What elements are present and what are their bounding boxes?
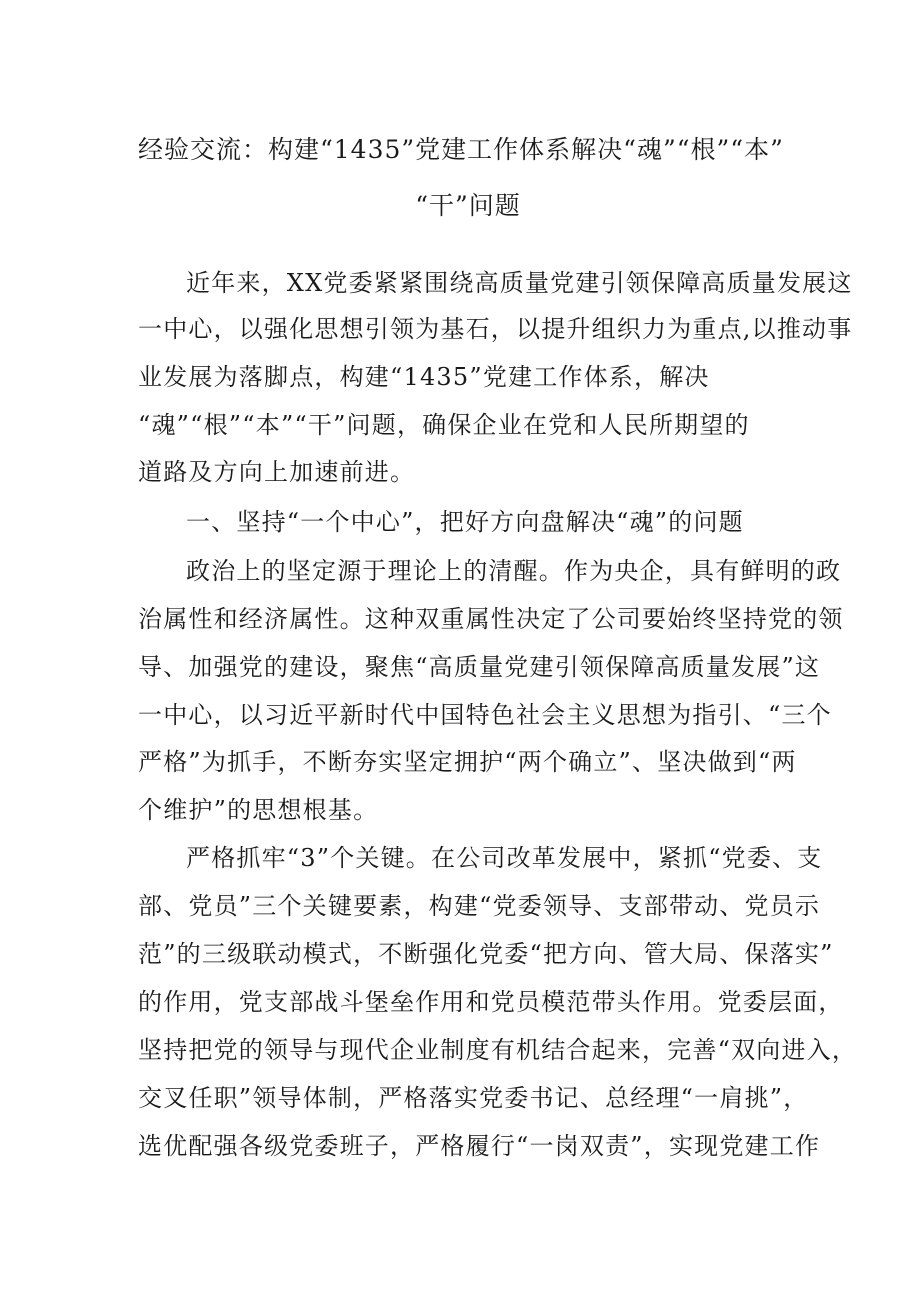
paragraph-line: 坚持把党的领导与现代企业制度有机结合起来，完善“双向进入， — [138, 1036, 858, 1064]
paragraph-line: 部、党员”三个关键要素，构建“党委领导、支部带动、党员示 — [138, 892, 821, 920]
paragraph-line: 严格”为抓手，不断夯实坚定拥护“两个确立”、坚决做到“两 — [138, 748, 797, 776]
paragraph-line: 一中心，以强化思想引领为基石，以提升组织力为重点,以推动事 — [138, 315, 853, 343]
paragraph-line: 近年来，XX党委紧紧围绕高质量党建引领保障高质量发展这 — [186, 269, 853, 297]
paragraph-line: 治属性和经济属性。这种双重属性决定了公司要始终坚持党的领 — [138, 605, 844, 633]
document-title-line-1: 经验交流：构建“1435”党建工作体系解决“魂”“根”“本” — [138, 135, 784, 164]
paragraph-line: 个维护”的思想根基。 — [138, 796, 379, 824]
paragraph-line: 政治上的坚定源于理论上的清醒。作为央企，具有鲜明的政 — [186, 557, 842, 585]
paragraph-line: 道路及方向上加速前进。 — [138, 458, 416, 486]
paragraph-line: 一中心，以习近平新时代中国特色社会主义思想为指引、“三个 — [138, 701, 832, 729]
paragraph-line: “魂”“根”“本”“干”问题，确保企业在党和人民所期望的 — [138, 411, 750, 439]
document-title-line-2: “干”问题 — [415, 191, 521, 220]
paragraph-line: 选优配强各级党委班子，严格履行“一岗双责”，实现党建工作 — [138, 1132, 821, 1160]
paragraph-line: 交叉任职”领导体制，严格落实党委书记、总经理“一肩挑”， — [138, 1084, 809, 1112]
paragraph-line: 的作用，党支部战斗堡垒作用和党员模范带头作用。党委层面， — [138, 988, 844, 1016]
section-heading: 一、坚持“一个中心”，把好方向盘解决“魂”的问题 — [186, 508, 744, 536]
paragraph-line: 范”的三级联动模式，不断强化党委“把方向、管大局、保落实” — [138, 940, 834, 968]
paragraph-line: 导、加强党的建设，聚焦“高质量党建引领保障高质量发展”这 — [138, 653, 821, 681]
paragraph-line: 严格抓牢“3”个关键。在公司改革发展中，紧抓“党委、支 — [186, 844, 823, 872]
paragraph-line: 业发展为落脚点，构建“1435”党建工作体系，解决 — [138, 363, 710, 391]
